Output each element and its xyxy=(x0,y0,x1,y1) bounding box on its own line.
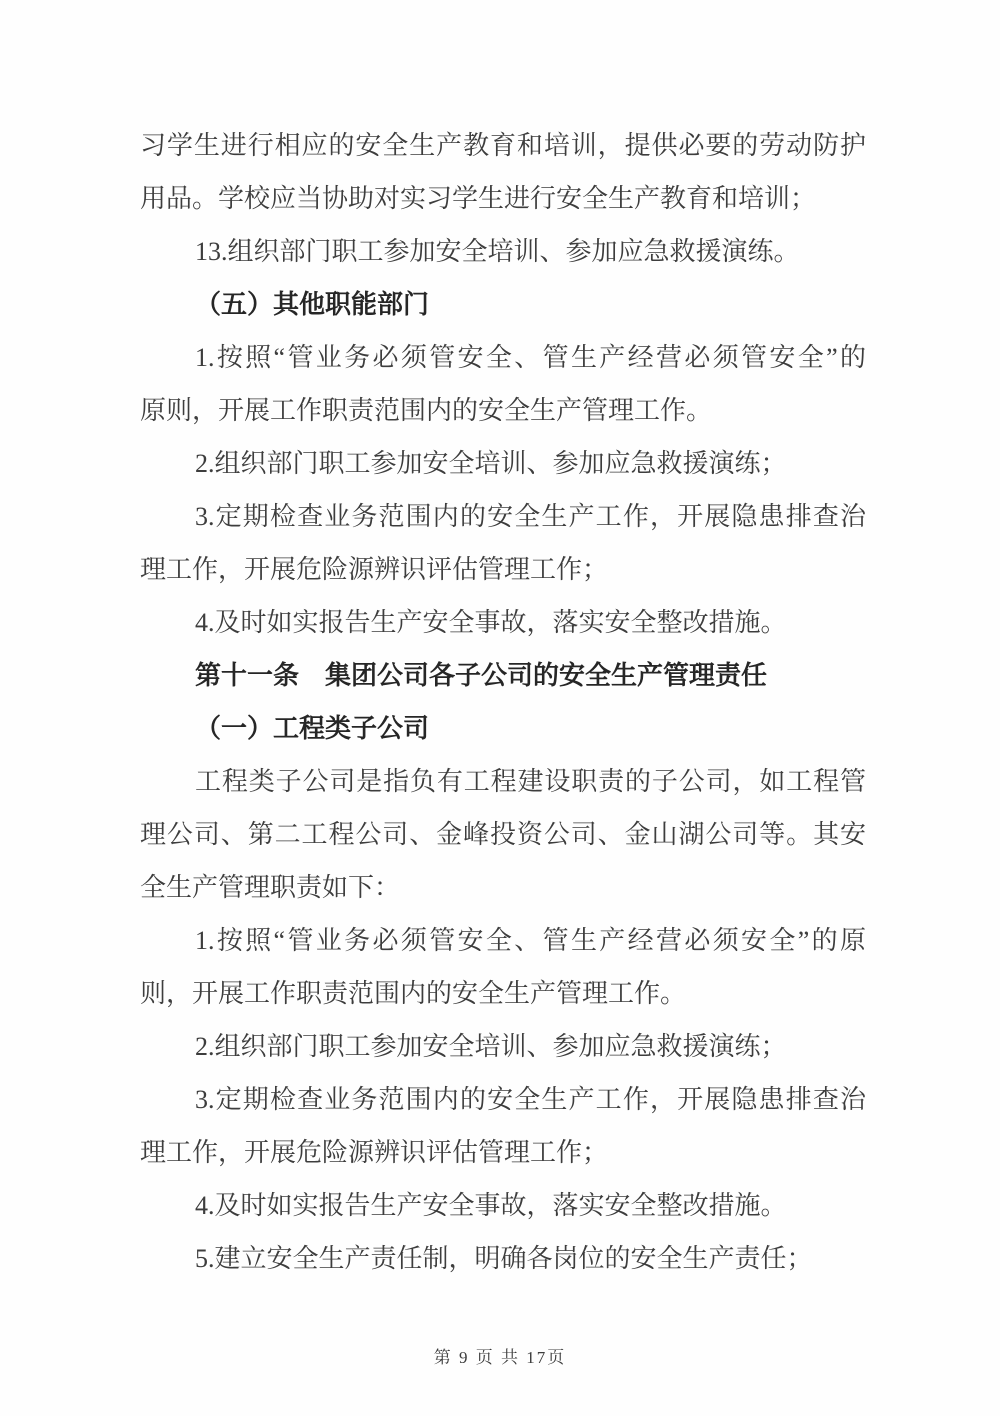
document-body xyxy=(140,119,866,1285)
body-line: 13.组织部门职工参加安全培训、参加应急救援演练。 xyxy=(195,237,800,266)
body-line: 理工作，开展危险源辨识评估管理工作； xyxy=(140,555,609,584)
body-line: 5.建立安全生产责任制，明确各岗位的安全生产责任； xyxy=(195,1244,813,1273)
body-line: 则，开展工作职责范围内的安全生产管理工作。 xyxy=(140,979,687,1008)
body-line: 习学生进行相应的安全生产教育和培训，提供必要的劳动防护 xyxy=(140,131,866,160)
body-line: 全生产管理职责如下： xyxy=(140,873,401,902)
subsection-heading: （五）其他职能部门 xyxy=(195,290,430,319)
body-line: 2.组织部门职工参加安全培训、参加应急救援演练； xyxy=(195,449,787,478)
body-line: 1.按照“管业务必须管安全、管生产经营必须管安全”的 xyxy=(195,343,866,372)
body-line: 4.及时如实报告生产安全事故，落实安全整改措施。 xyxy=(195,1191,787,1220)
body-line: 原则，开展工作职责范围内的安全生产管理工作。 xyxy=(140,396,713,425)
body-line: 3.定期检查业务范围内的安全生产工作，开展隐患排查治 xyxy=(195,502,866,531)
body-line: 工程类子公司是指负有工程建设职责的子公司，如工程管 xyxy=(195,767,866,796)
subsection-heading: （一）工程类子公司 xyxy=(195,714,430,743)
body-line: 理公司、第二工程公司、金峰投资公司、金山湖公司等。其安 xyxy=(140,820,866,849)
body-line: 1.按照“管业务必须管安全、管生产经营必须安全”的原 xyxy=(195,926,866,955)
article-heading: 第十一条 集团公司各子公司的安全生产管理责任 xyxy=(195,661,768,690)
body-line: 理工作，开展危险源辨识评估管理工作； xyxy=(140,1138,609,1167)
body-line: 用品。学校应当协助对实习学生进行安全生产教育和培训； xyxy=(140,184,817,213)
body-line: 3.定期检查业务范围内的安全生产工作，开展隐患排查治 xyxy=(195,1085,866,1114)
body-line: 4.及时如实报告生产安全事故，落实安全整改措施。 xyxy=(195,608,787,637)
body-line: 2.组织部门职工参加安全培训、参加应急救援演练； xyxy=(195,1032,787,1061)
page-number-footer: 第 9 页 共 17页 xyxy=(433,1348,567,1367)
